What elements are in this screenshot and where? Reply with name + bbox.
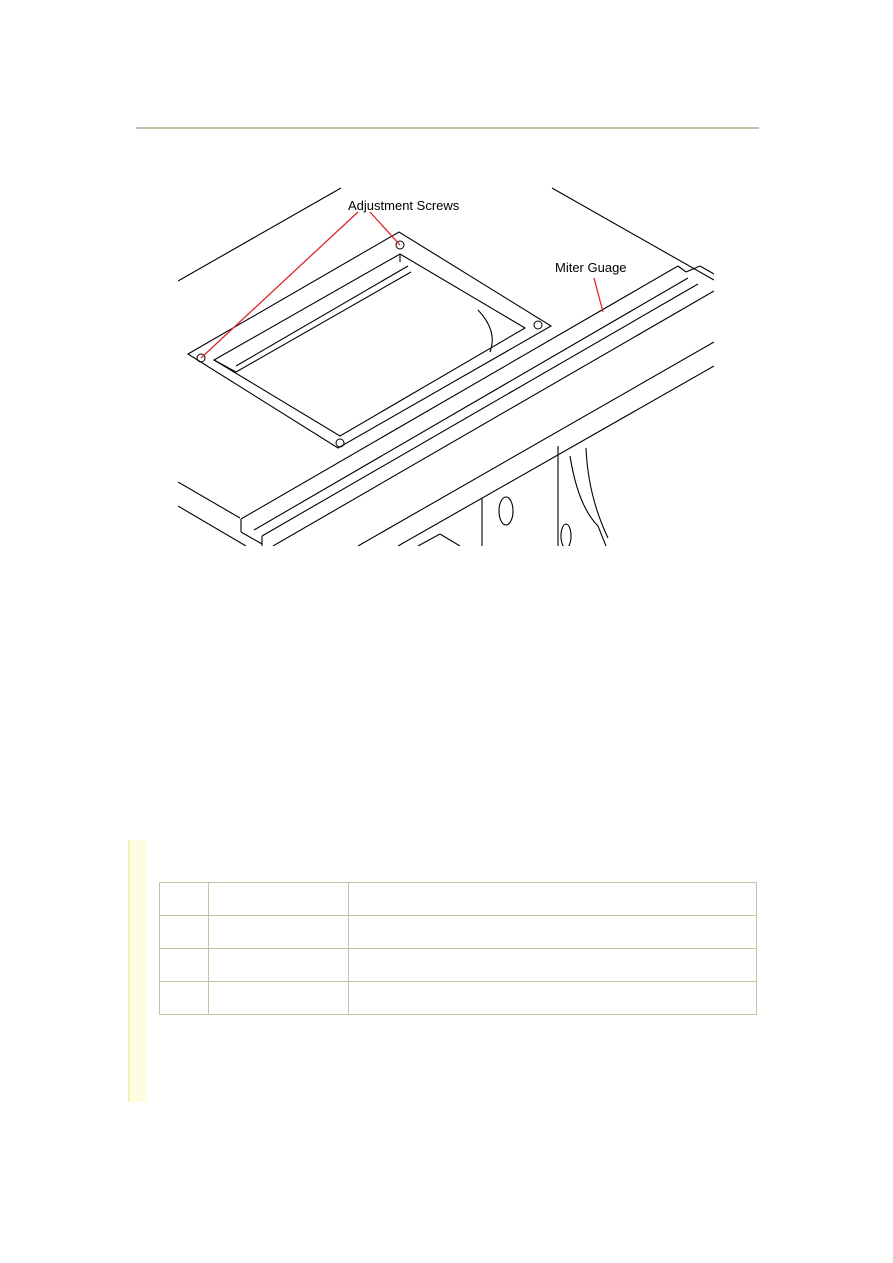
table-saw-throat-plate-drawing [178,186,714,546]
table-cell [160,883,209,916]
table-cell [160,916,209,949]
table-cell [160,982,209,1015]
note-sidebar [128,840,147,1102]
line-drawing [178,186,714,546]
throat-plate-outline [188,232,551,448]
blade-arc [478,310,492,352]
header-rule [136,127,759,129]
note-sidebar-edge [128,840,130,1102]
table-cell [160,949,209,982]
table-row [160,916,757,949]
table-cell [349,883,757,916]
table-cell [209,883,349,916]
parts-table [159,882,757,1015]
table-cell [349,949,757,982]
screw-right [534,321,542,329]
table-row [160,982,757,1015]
drawing-lines [178,188,714,546]
table-cell [209,982,349,1015]
table-cell [349,982,757,1015]
table-cell [209,916,349,949]
adjustment-screws-label: Adjustment Screws [348,198,460,213]
screw-bottom [336,439,344,447]
table-cell [209,949,349,982]
table-cell [349,916,757,949]
table-row [160,949,757,982]
miter-gauge-label: Miter Guage [555,260,627,275]
table-row [160,883,757,916]
